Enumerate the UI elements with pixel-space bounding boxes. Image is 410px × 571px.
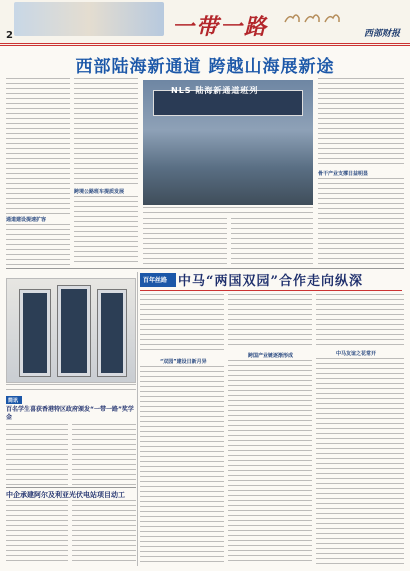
lead-column-1b <box>6 224 70 266</box>
feature-column-1 <box>140 294 224 354</box>
feature-tag: 百年丝路 <box>140 273 176 287</box>
section-divider <box>6 268 404 269</box>
lead-column-4 <box>231 218 313 266</box>
feature-column-2 <box>228 294 312 348</box>
train-photo <box>143 80 313 205</box>
lead-subhead-3: 骨干产业支撑日益明显 <box>318 171 369 177</box>
feature-rule <box>140 290 402 291</box>
camel-caravan-icon <box>280 4 400 26</box>
brief-2-column-1 <box>6 500 68 564</box>
brief-1-title: 百名学生喜获香港特区政府颁发“一带一路”奖学金 <box>6 406 134 421</box>
feature-column-3 <box>316 294 404 348</box>
brief-2-title: 中企承建阿尔及利亚光伏电站项目动工 <box>6 491 125 499</box>
feature-subhead-3: 中马友谊之花常开 <box>336 351 377 357</box>
lead-subhead-2: 跨境公路班车提质发展 <box>74 189 125 195</box>
train-sign-text: NLS 陆海新通道班列 <box>171 86 259 95</box>
solar-cabinet-photo <box>6 278 136 383</box>
feature-subhead-1: “双园”建设日新月异 <box>160 359 207 365</box>
feature-column-3b <box>316 358 404 564</box>
train-photo-caption <box>143 207 313 215</box>
brief-1-column-1 <box>6 424 68 486</box>
lead-column-1 <box>6 78 70 214</box>
masthead-banner <box>14 2 164 36</box>
column-rule <box>137 272 138 566</box>
brief-1-column-2 <box>72 424 136 486</box>
brief-divider <box>6 487 136 488</box>
lead-column-3 <box>143 218 227 266</box>
lead-column-2 <box>74 78 138 184</box>
lead-headline: 西部陆海新通道 跨越山海展新途 <box>75 57 335 77</box>
feature-column-1b <box>140 366 224 564</box>
lead-column-5 <box>318 78 404 168</box>
solar-photo-caption <box>6 384 136 390</box>
lead-column-2b <box>74 196 138 266</box>
lead-column-5b <box>318 178 404 266</box>
lead-subhead-1: 通道建设提速扩容 <box>6 217 47 223</box>
masthead-bar <box>0 0 410 46</box>
brief-2-column-2 <box>72 500 136 564</box>
feature-headline: 中马“两国双园”合作走向纵深 <box>178 274 363 289</box>
briefs-tag: 简讯 <box>6 396 22 404</box>
paper-name: 西部财报 <box>363 29 400 39</box>
feature-column-2b <box>228 360 312 564</box>
brand-title: 一带一路 <box>172 14 269 40</box>
page-number: 2 <box>6 30 13 41</box>
feature-subhead-2: 跨国产业链逐渐形成 <box>248 353 294 359</box>
